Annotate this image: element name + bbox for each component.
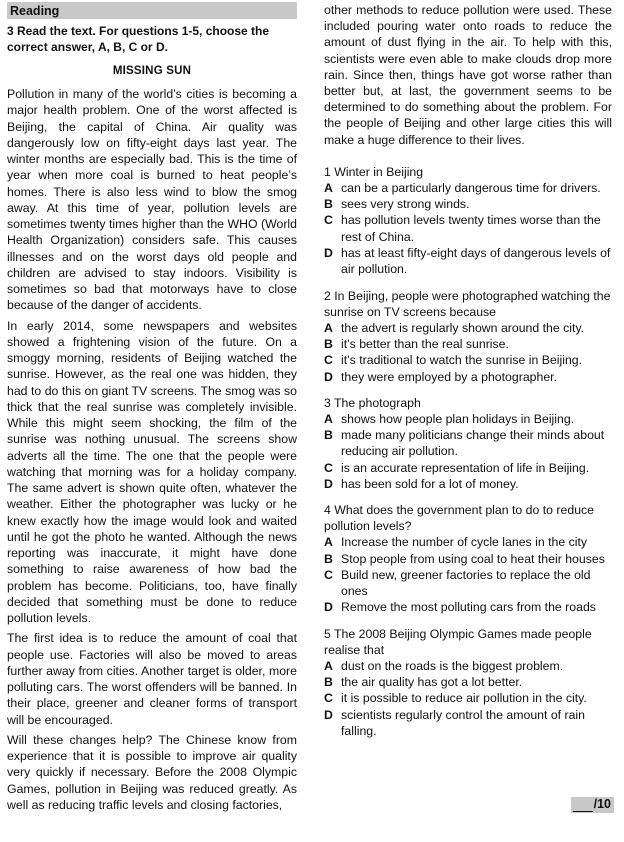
score-box xyxy=(571,797,614,813)
article-paragraph: Pollution in many of the world’s cities is becoming a major health problem. One of the worst affected is Beijing, the capital of China. Air quality was dangerously low on fifty-eight days last year. The winter months are especially bad. This is the time of year when more coal is burned to heat people’s homes. There is also less wind to blow the smog away. At this time of year, pollution levels are sometimes twenty times higher than the WHO (World Health Organization) considers safe. This causes illnesses and on the worst days old people and children are advised to stay indoors. Visibility is sometimes so bad that motorways have to close because of the danger of accidents. xyxy=(7,87,297,313)
article-paragraph: The first idea is to reduce the amount of coal that people use. Factories will also be moved to areas further away from cities. Another target is older, more polluting cars. The worst offenders will be banned. In their place, greener and cleaner forms of transport will be encouraged. xyxy=(7,631,297,727)
option-letter: B xyxy=(324,551,333,566)
option-text: scientists regularly control the amount of rain falling. xyxy=(341,707,586,738)
answer-option-a[interactable] xyxy=(324,180,612,196)
option-text: is an accurate representation of life in Beijing. xyxy=(341,460,590,475)
option-letter: C xyxy=(324,353,333,368)
option-text: Stop people from using coal to heat their houses xyxy=(341,551,605,566)
answer-option-b[interactable] xyxy=(324,551,612,567)
option-text: shows how people plan holidays in Beijing. xyxy=(341,411,575,426)
option-letter: A xyxy=(324,411,333,426)
question-1 xyxy=(324,164,612,278)
option-letter: D xyxy=(324,600,333,615)
answer-option-a[interactable] xyxy=(324,658,612,674)
option-letter: A xyxy=(324,180,333,195)
answer-option-b[interactable] xyxy=(324,674,612,690)
answer-option-d[interactable] xyxy=(324,369,612,385)
section-header: Reading xyxy=(7,2,297,19)
option-text: has been sold for a lot of money. xyxy=(341,476,519,491)
option-text: the advert is regularly shown around the city. xyxy=(341,320,585,335)
answer-option-d[interactable] xyxy=(324,245,612,278)
answer-option-c[interactable] xyxy=(324,352,612,368)
option-text: Build new, greener factories to replace the old ones xyxy=(341,567,591,599)
option-letter: C xyxy=(324,460,333,475)
left-column xyxy=(7,2,297,817)
option-text: made many politicians change their minds about reducing air pollution. xyxy=(341,428,605,459)
question-2 xyxy=(324,288,612,385)
question-3 xyxy=(324,395,612,492)
question-5 xyxy=(324,626,612,739)
answer-option-a[interactable] xyxy=(324,534,612,550)
option-text: dust on the roads is the biggest problem. xyxy=(341,658,564,673)
option-letter: A xyxy=(324,535,333,550)
answer-option-b[interactable] xyxy=(324,336,612,352)
option-letter: D xyxy=(324,707,333,722)
article-paragraph: Will these changes help? The Chinese know from experience that it is possible to improve air quality very quickly if necessary. Before the 2008 Olympic Games, pollution in Beijing was reduced greatly. As well as reducing traffic levels and closing factories, xyxy=(7,732,297,812)
option-letter: D xyxy=(324,369,333,384)
option-letter: D xyxy=(324,476,333,491)
option-text: can be a particularly dangerous time for drivers. xyxy=(341,180,601,195)
option-letter: B xyxy=(324,675,333,690)
score-blank[interactable] xyxy=(573,799,593,812)
question-stem: 5 The 2008 Beijing Olympic Games made people realise that xyxy=(324,626,592,657)
question-stem: 2 In Beijing, people were photographed watching the sunrise on TV screens because xyxy=(324,288,611,319)
option-text: Remove the most polluting cars from the roads xyxy=(341,600,596,615)
answer-option-a[interactable] xyxy=(324,411,612,427)
answer-option-c[interactable] xyxy=(324,212,612,245)
answer-option-c[interactable] xyxy=(324,690,612,706)
question-stem: 3 The photograph xyxy=(324,395,421,410)
answer-option-a[interactable] xyxy=(324,320,612,336)
question-4 xyxy=(324,502,612,615)
option-text: has at least fifty-eight days of dangerous levels of air pollution. xyxy=(341,246,611,277)
option-letter: C xyxy=(324,213,333,228)
option-text: the air quality has got a lot better. xyxy=(341,675,523,690)
right-column xyxy=(324,2,612,749)
answer-option-d[interactable] xyxy=(324,476,612,492)
answer-option-b[interactable] xyxy=(324,427,612,460)
question-stem: 1 Winter in Beijing xyxy=(324,164,424,179)
option-letter: C xyxy=(324,691,333,706)
option-text: has pollution levels twenty times worse than the rest of China. xyxy=(341,213,601,244)
option-text: it’s traditional to watch the sunrise in Beijing. xyxy=(341,353,583,368)
answer-option-c[interactable] xyxy=(324,460,612,476)
question-list xyxy=(324,164,612,739)
option-letter: D xyxy=(324,246,333,261)
answer-option-c[interactable] xyxy=(324,567,612,600)
answer-option-b[interactable] xyxy=(324,196,612,212)
task-instructions: 3 Read the text. For questions 1-5, choose the correct answer, A, B, C or D. xyxy=(7,24,270,54)
article-title: MISSING SUN xyxy=(112,65,192,77)
answer-option-d[interactable] xyxy=(324,707,612,740)
option-letter: C xyxy=(324,567,333,582)
article-paragraph: In early 2014, some newspapers and websites showed a frightening vision of the future. On a smoggy morning, residents of Beijing watched the sunrise. However, as the real one was hidden, they had to do this on giant TV screens. The smog was so thick that the real sunrise was completely invisible. While this might seem shocking, the film of the sunrise was nothing unusual. The screens show adverts all the time. The one that the people were watching that morning was for a holiday company. The same advert is shown quite often, whatever the weather. Either the photographer was lucky or he knew exactly how the image would look and waited until he got the photo he wanted. Although the news reporting was inaccurate, it might have done something to raise awareness of how bad the problem has become. Politicians, too, have finally decided that something must be done to reduce pollution levels. xyxy=(7,318,297,625)
question-stem: 4 What does the government plan to do to reduce pollution levels? xyxy=(324,503,595,534)
option-letter: A xyxy=(324,658,333,673)
option-text: it’s better than the real sunrise. xyxy=(341,336,509,351)
option-letter: B xyxy=(324,428,333,443)
option-letter: B xyxy=(324,197,333,212)
option-letter: B xyxy=(324,336,333,351)
option-text: Increase the number of cycle lanes in the city xyxy=(341,535,588,550)
score-total: /10 xyxy=(593,797,611,811)
option-text: it is possible to reduce air pollution in the city. xyxy=(341,691,587,706)
article-paragraph-continued: other methods to reduce pollution were used. These included pouring water onto roads to reduce the amount of dust flying in the air. To help with this, scientists were even able to make clouds drop more rain. Since then, things have got worse rather than better but, at last, the government seems to be determined to do something about the problem. For the people of Beijing and other large cities this will make a huge difference to their lives. xyxy=(324,3,612,147)
answer-option-d[interactable] xyxy=(324,599,612,615)
option-text: they were employed by a photographer. xyxy=(341,369,558,384)
option-letter: A xyxy=(324,320,333,335)
option-text: sees very strong winds. xyxy=(341,197,470,212)
